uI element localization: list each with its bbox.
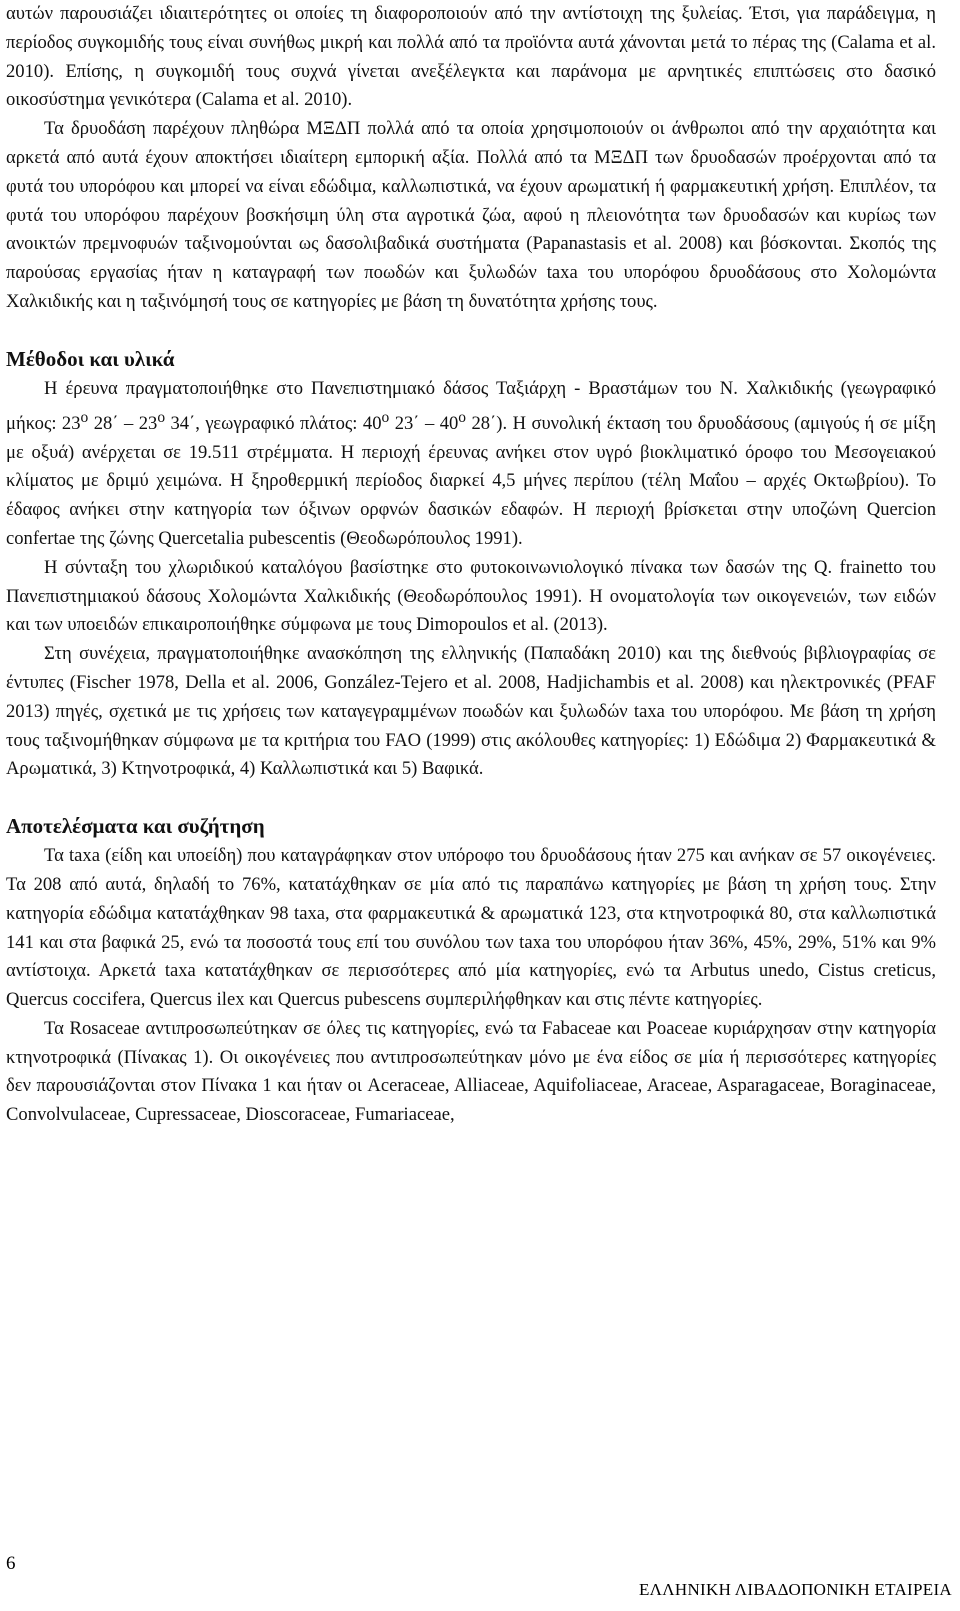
methods-heading: Μέθοδοι και υλικά [6,346,175,371]
methods-paragraph-2: Η σύνταξη του χλωριδικού καταλόγου βασίστηκε στο φυτοκοινωνιολογικό πίνακα των δασών της Q. frainetto του Πανεπιστημιακού δάσους Χολομώντα Χαλκιδικής (Θεοδωρόπουλος 1991). Η ονοματολογία των οικογενειών, των ειδών και των υποειδών επικαιροποιήθηκε σύμφωνα με τους Dimopoulos et al. (2013). [6,556,936,636]
intro-paragraph-2: Τα δρυοδάση παρέχουν πληθώρα ΜΞΔΠ πολλά από τα οποία χρησιμοποιούν οι άνθρωποι από την αρχαιότητα και αρκετά από αυτά έχουν αποκτήσει ιδιαίτερη εμπορική αξία. Πολλά από τα ΜΞΔΠ των δρυοδασών προέρχονται από τα φυτά του υπορόφου και μπορεί να είναι εδώδιμα, καλλωπιστικά, να έχουν αρωματική ή φαρμακευτική χρήση. Επιπλέον, τα φυτά του υπορόφου παρέχουν βοσκήσιμη ύλη στα αγροτικά ζώα, αφού η πλειονότητα των δρυοδασών και κυρίως των ανοικτών πρεμνοφυών ταξινομούνται ως δασολιβαδικά συστήματα (Papanastasis et al. 2008) και βόσκονται. Σκοπός της παρούσας εργασίας ήταν η καταγραφή των ποωδών και ξυλωδών taxa του υπορόφου δρυοδάσους στο Χολομώντα Χαλκιδικής και η ταξινόμησή τους σε κατηγορίες με βάση τη δυνατότητα χρήσης τους. [6,118,936,312]
methods-paragraph-3: Στη συνέχεια, πραγματοποιήθηκε ανασκόπηση της ελληνικής (Παπαδάκη 2010) και της διεθνούς βιβλιογραφίας σε έντυπες (Fischer 1978, Della et al. 2006, González-Tejero et al. 2008, Hadjichambis et al. 2008) και ηλεκτρονικές (PFAF 2013) πηγές, σχετικά με τις χρήσεις των καταγεγραμμένων ποωδών και ξυλωδών taxa του υπορόφου. Με βάση τη χρήση τους ταξινομήθηκαν σύμφωνα με τα κριτήρια του FAO (1999) στις ακόλουθες κατηγορίες: 1) Εδώδιμα 2) Φαρμακευτικά & Αρωματικά, 3) Κτηνοτροφικά, 4) Καλλωπιστικά και 5) Βαφικά. [6,643,936,780]
methods-text: 28΄ – 23 [88,412,158,434]
methods-paragraph-1 [6,375,936,554]
results-paragraph-1: Τα taxa (είδη και υποείδη) που καταγράφηκαν στον υπόροφο του δρυοδάσους ήταν 275 και ανήκαν σε 57 οικογένειες. Τα 208 από αυτά, δηλαδή το 76%, κατατάχθηκαν σε μία από τις παραπάνω κατηγορίες με βάση τη χρήση τους. Στην κατηγορία εδώδιμα κατατάχθηκαν 98 taxa, στα φαρμακευτικά & αρωματικά 123, στα κτηνοτροφικά 80, στα καλλωπιστικά 141 και στα βαφικά 25, ενώ τα ποσοστά τους επί του συνόλου των taxa του υπορόφου ήταν 36%, 45%, 29%, 51% και 9% αντίστοιχα. Αρκετά taxa κατατάχθηκαν σε περισσότερες από μία κατηγορίες, ενώ τα Arbutus unedo, Cistus creticus, Quercus coccifera, Quercus ilex και Quercus pubescens συμπεριλήφθηκαν και στις πέντε κατηγορίες. [6,845,936,1011]
degree-mark: ο [458,408,467,426]
methods-text: 28΄). Η συνολική έκταση του δρυοδάσους (αμιγούς ή σε μίξη με οξυά) ανέρχεται σε 19.511 στρέμματα. Η περιοχή έρευνας ανήκει στον υγρό βιοκλιματικό όροφο του Μεσογειακού κλίματος με δριμύ χειμώνα. Η ξηροθερμική περίοδος διαρκεί 4,5 μήνες περίπου (τέλη Μαΐου – αρχές Οκτωβρίου). Το έδαφος ανήκει στην κατηγορία των όξινων ορφνών δασικών εδαφών. Η περιοχή βρίσκεται στην υποζώνη Quercion confertae της ζώνης Quercetalia pubescentis (Θεοδωρόπουλος 1991). [6,412,936,549]
methods-text: 34΄, γεωγραφικό πλάτος: 40 [165,412,382,434]
results-heading: Αποτελέσματα και συζήτηση [6,814,265,839]
degree-mark: ο [80,408,89,426]
methods-text: 23΄ – 40 [389,412,459,434]
footer-society-name: ΕΛΛΗΝΙΚΗ ΛΙΒΑΔΟΠΟΝΙΚΗ ΕΤΑΙΡΕΙΑ [638,1580,952,1599]
methods-text: Η έρευνα πραγματοποιήθηκε στο Πανεπιστημιακό δάσος Ταξιάρχη - Βραστάμων του Ν. Χαλκιδικής (γεωγραφικό μήκος: 23 [6,377,936,434]
results-paragraph-2: Τα Rosaceae αντιπροσωπεύτηκαν σε όλες τις κατηγορίες, ενώ τα Fabaceae και Poaceae κυριάρχησαν στην κατηγορία κτηνοτροφικά (Πίνακας 1). Οι οικογένειες που αντιπροσωπεύτηκαν μόνο με ένα είδος σε μία ή περισσότερες κατηγορίες δεν παρουσιάζονται στον Πίνακα 1 και ήταν οι Aceraceae, Alliaceae, Aquifoliaceae, Araceae, Asparagaceae, Boraginaceae, Convolvulaceae, Cupressaceae, Dioscoraceae, Fumariaceae, [6,1017,936,1126]
page-number: 6 [6,1553,16,1574]
intro-paragraph-1: αυτών παρουσιάζει ιδιαιτερότητες οι οποίες τη διαφοροποιούν από την αντίστοιχη της ξυλείας. Έτσι, για παράδειγμα, η περίοδος συγκομιδής τους είναι συνήθως μικρή και πολλά από τα προϊόντα αυτά χάνονται μετά το πέρας της (Calama et al. 2010). Επίσης, η συγκομιδή τους συχνά γίνεται ανεξέλεγκτα και παράνομα με αρνητικές επιπτώσεις στο δασικό οικοσύστημα γενικότερα (Calama et al. 2010). [6,3,936,111]
degree-mark: ο [381,408,390,426]
document-page [6,0,936,1130]
degree-mark: ο [157,408,166,426]
